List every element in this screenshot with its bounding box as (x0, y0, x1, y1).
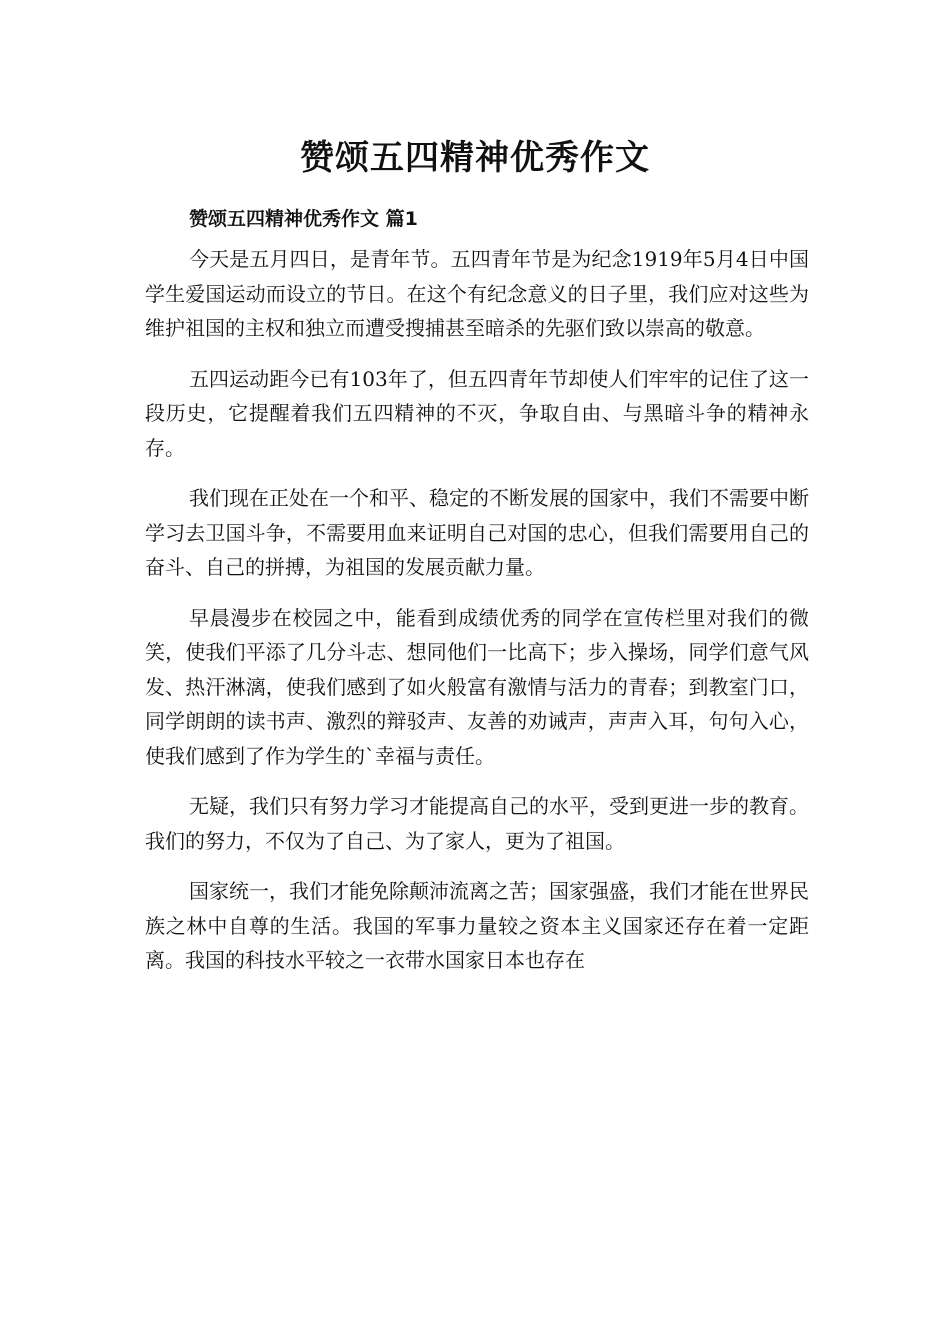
section-heading: 赞颂五四精神优秀作文 篇1 (189, 208, 418, 230)
paragraph-2: 五四运动距今已有103年了，但五四青年节却使人们牢牢的记住了这一段历史，它提醒着我们五四精神的不灭，争取自由、与黑暗斗争的精神永存。 (145, 366, 809, 460)
document-body (145, 203, 809, 978)
paragraph-1: 今天是五月四日，是青年节。五四青年节是为纪念1919年5月4日中国学生爱国运动而设立的节日。在这个有纪念意义的日子里，我们应对这些为维护祖国的主权和独立而遭受搜捕甚至暗杀的先驱们致以崇高的敬意。 (145, 247, 809, 340)
paragraph-5: 无疑，我们只有努力学习才能提高自己的水平，受到更进一步的教育。我们的努力，不仅为了自己、为了家人，更为了祖国。 (145, 794, 809, 853)
document-title: 赞颂五四精神优秀作文 (300, 138, 650, 178)
paragraph-3: 我们现在正处在一个和平、稳定的不断发展的国家中，我们不需要中断学习去卫国斗争，不需要用血来证明自己对国的忠心，但我们需要用自己的奋斗、自己的拼搏，为祖国的发展贡献力量。 (145, 486, 809, 579)
paragraph-4: 早晨漫步在校园之中，能看到成绩优秀的同学在宣传栏里对我们的微笑，使我们平添了几分斗志、想同他们一比高下；步入操场，同学们意气风发、热汗淋漓，使我们感到了如火般富有激情与活力的青春；到教室门口，同学朗朗的读书声、激烈的辩驳声、友善的劝诫声，声声入耳，句句入心，使我们感到了作为学生的`幸福与责任。 (145, 605, 809, 768)
paragraph-6: 国家统一，我们才能免除颠沛流离之苦；国家强盛，我们才能在世界民族之林中自尊的生活。我国的军事力量较之资本主义国家还存在着一定距离。我国的科技水平较之一衣带水国家日本也存在 (145, 879, 809, 972)
